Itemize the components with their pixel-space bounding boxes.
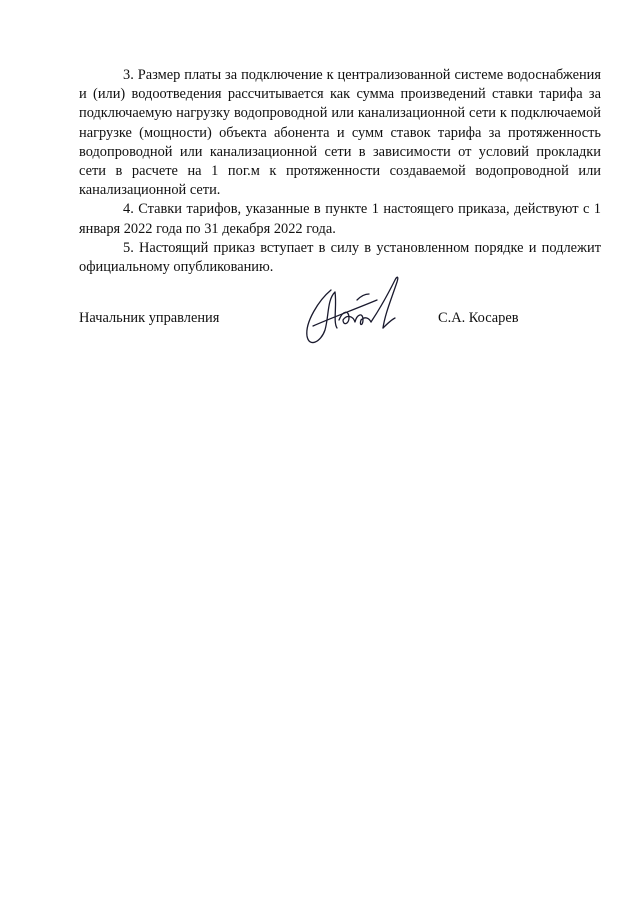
handwritten-signature [291, 270, 431, 360]
paragraph-5: 5. Настоящий приказ вступает в силу в установленном порядке и подлежит официальному опубликованию. [79, 239, 601, 276]
document-body [79, 66, 601, 277]
signatory-position: Начальник управления [79, 310, 220, 326]
signatory-name: С.А. Косарев [438, 310, 519, 326]
signature-block [79, 300, 601, 380]
paragraph-3: 3. Размер платы за подключение к централизованной системе водоснабжения и (или) водоотведения рассчитывается как сумма произведений ставки тарифа за подключаемую нагрузку водопроводной или канализационной сети к подключаемой нагрузке (мощности) объекта абонента и сумм ставок тарифа за протяженность водопроводной или канализационной сети в зависимости от условий прокладки сети в расчете на 1 пог.м к протяженности создаваемой водопроводной или канализационной сети. [79, 67, 601, 199]
paragraph-4: 4. Ставки тарифов, указанные в пункте 1 настоящего приказа, действуют с 1 января 2022 года по 31 декабря 2022 года. [79, 201, 601, 237]
